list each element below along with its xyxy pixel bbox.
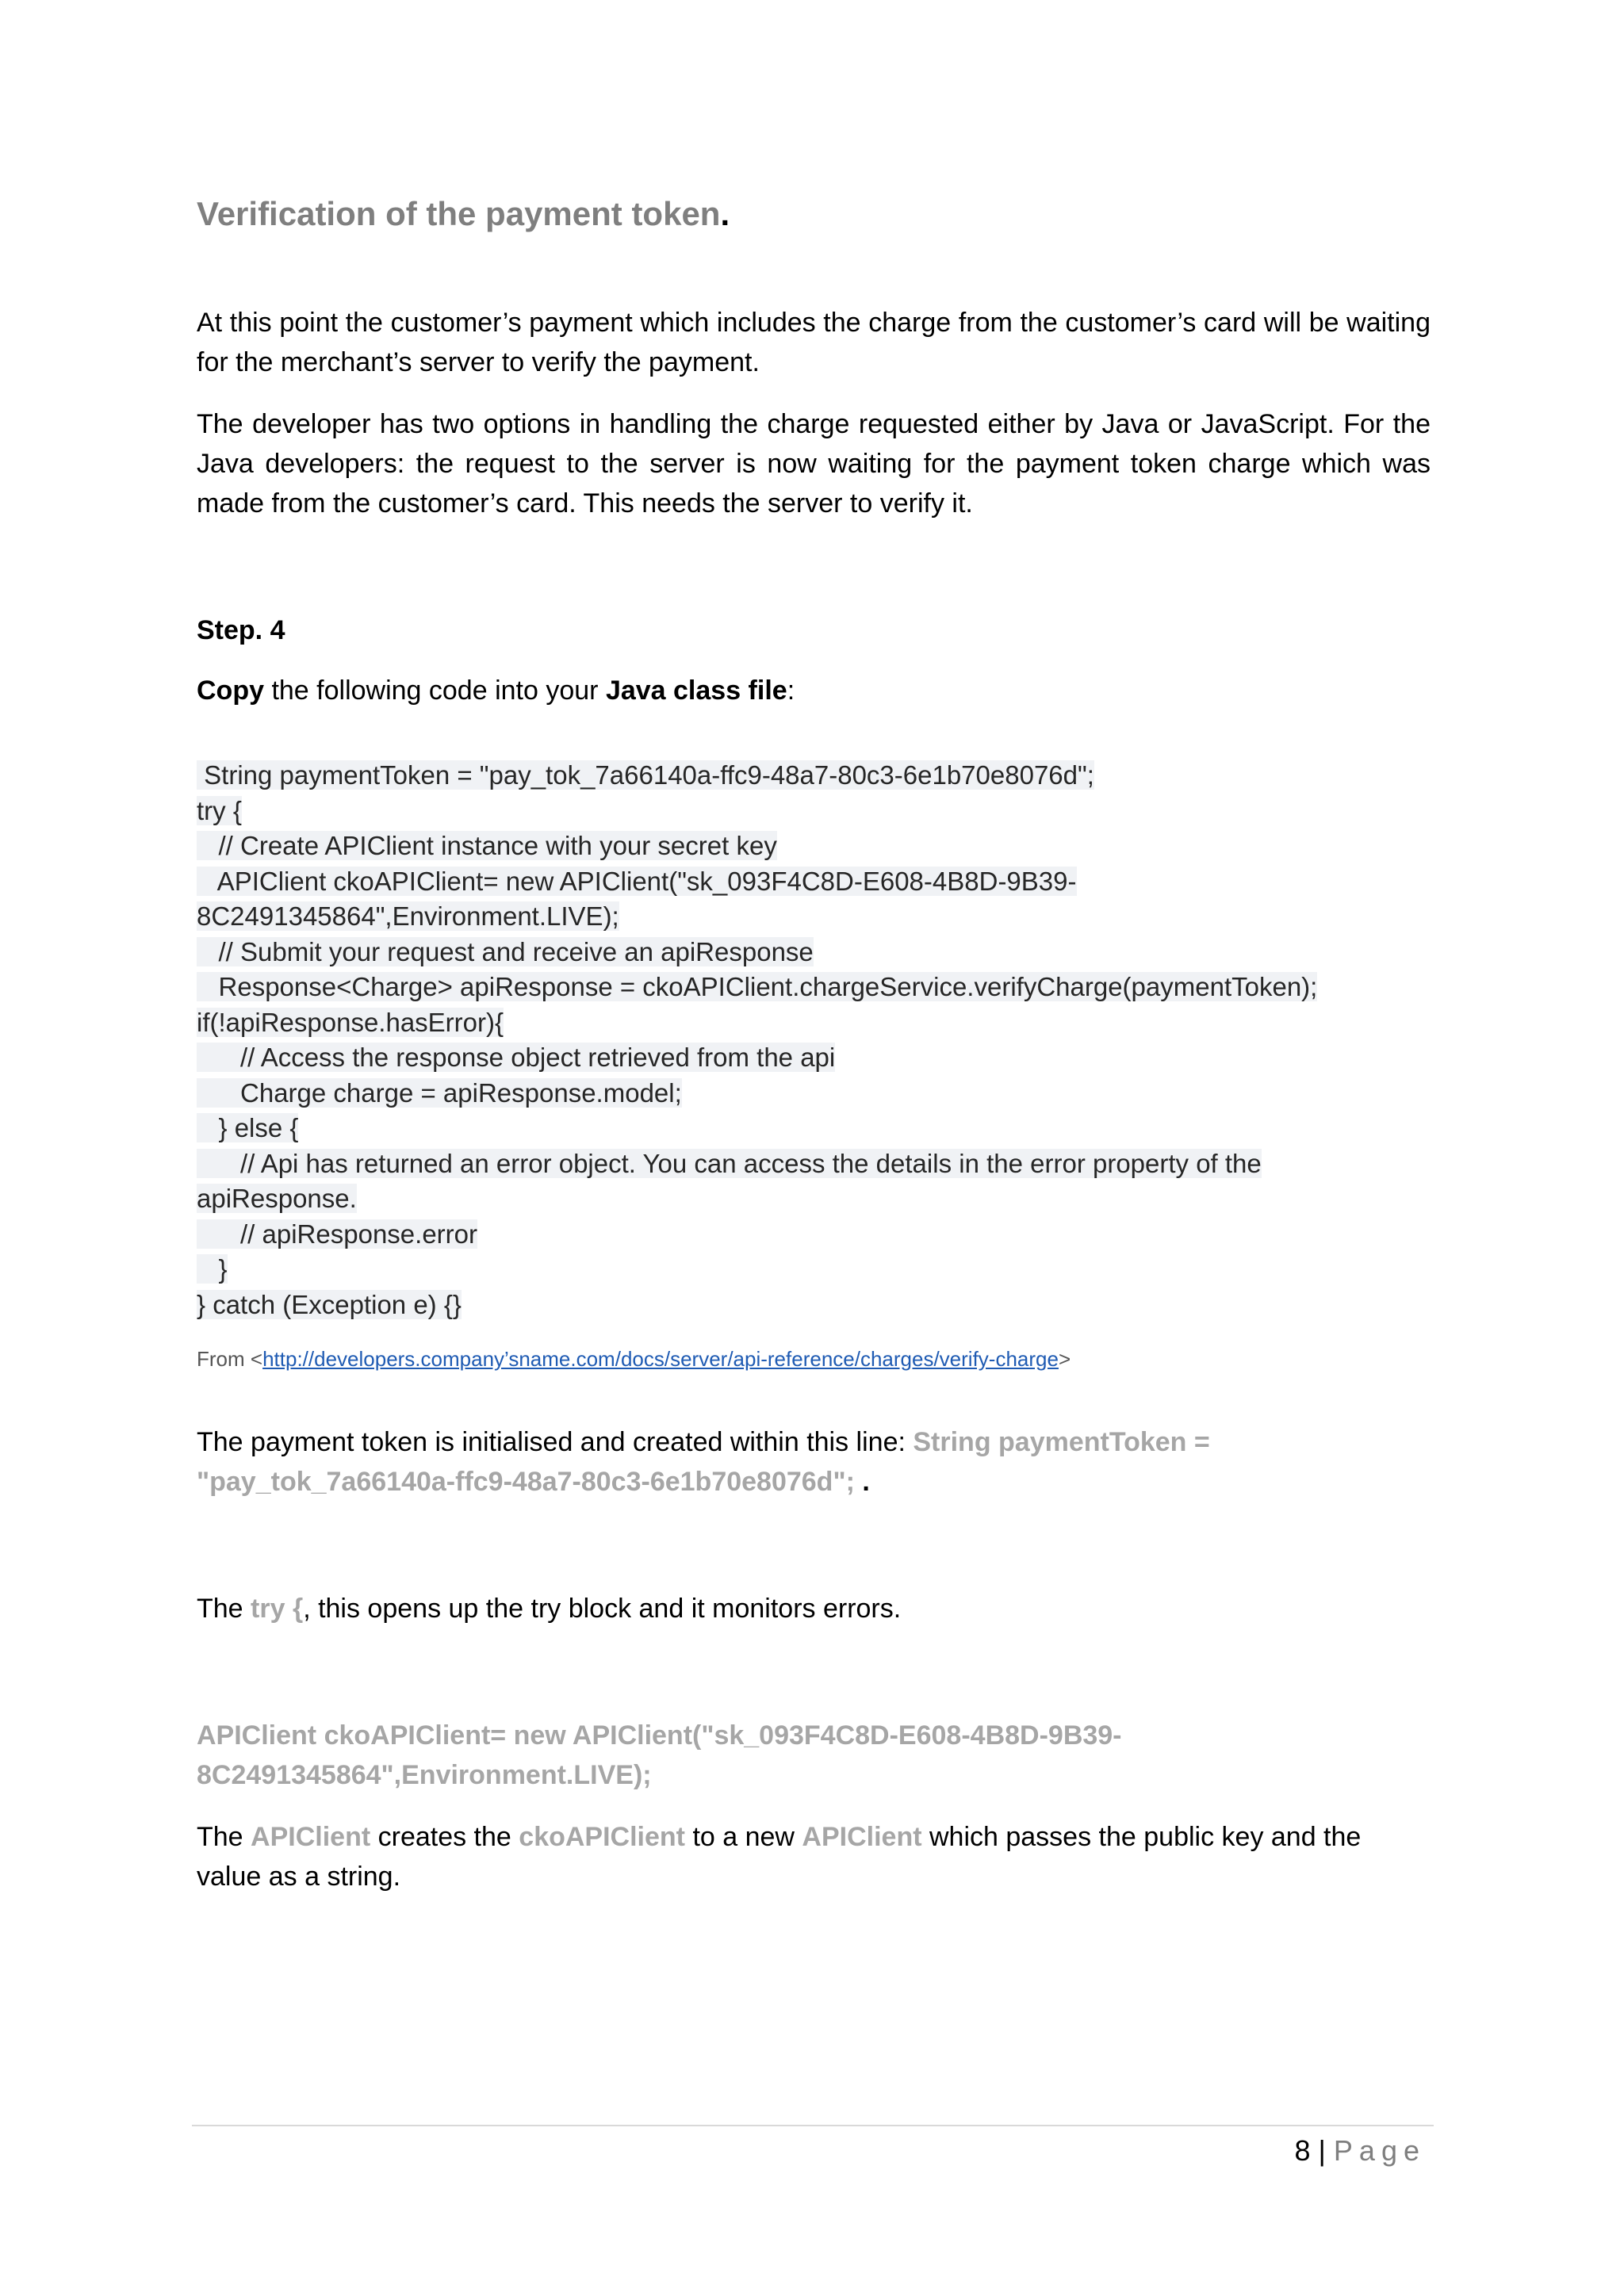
source-prefix: From < [197,1347,263,1371]
token-paragraph [197,1422,1431,1502]
code-line: Response<Charge> apiResponse = ckoAPIClient.chargeService.verifyCharge(paymentToken); [197,972,1318,1001]
intro-paragraph-1: At this point the customer’s payment which includes the charge from the customer’s card will be waiting for the merchant’s server to verify the payment. [197,308,1431,377]
api-desc-code: ckoAPIClient [519,1822,685,1852]
page-word: Page [1333,2134,1426,2167]
api-desc-text: The [197,1822,251,1852]
try-start: The [197,1594,251,1624]
token-code: String paymentToken = "pay_tok_7a66140a-ffc9-48a7-80c3-6e1b70e8076d"; [197,1427,1210,1497]
api-desc-text: which passes the public key and the value as a string. [197,1822,1362,1892]
copy-end-text: : [787,675,795,706]
token-end: . [854,1467,870,1497]
code-line: // Access the response object retrieved from the api [197,1043,836,1072]
code-block [197,758,1431,1322]
try-code: try { [251,1594,304,1624]
code-line: } else { [197,1113,299,1142]
page-number: 8 [1294,2134,1311,2167]
code-line: try { [197,795,242,825]
footer-separator: | [1318,2134,1326,2167]
api-desc-code: APIClient [251,1822,371,1852]
code-line: } catch (Exception e) {} [197,1289,462,1319]
code-line: Charge charge = apiResponse.model; [197,1077,682,1108]
copy-instruction [197,671,1431,710]
api-code-line-2: 8C2491345864",Environment.LIVE); [197,1760,652,1790]
code-line: // Create APIClient instance with your secret key [197,831,777,860]
section-heading [197,190,1431,238]
footer-divider [192,2125,1434,2126]
code-line: if(!apiResponse.hasError){ [197,1007,504,1037]
token-text: The payment token is initialised and created within this line: [197,1427,914,1457]
try-paragraph [197,1589,1431,1628]
step-label: Step. 4 [197,615,285,645]
code-line: apiResponse. [197,1184,357,1213]
code-line: 8C2491345864",Environment.LIVE); [197,901,619,931]
heading-title: Verification of the payment token [197,195,721,232]
copy-keyword: Copy [197,675,264,706]
source-suffix: > [1058,1347,1071,1371]
code-line: } [197,1254,228,1284]
api-desc-text: to a new [685,1822,802,1852]
api-desc-code: APIClient [802,1822,922,1852]
try-rest: , this opens up the try block and it monitors errors. [303,1594,902,1624]
heading-period: . [720,195,730,232]
copy-middle-text: the following code into your [264,675,606,706]
intro-paragraph-2: The developer has two options in handling the charge requested either by Java or JavaScript. For the Java developers: the request to the server is now waiting for the payment token charge which was made from the customer’s card. This needs the server to verify it. [197,409,1431,519]
page-content [197,190,1431,1896]
api-code-line-1: APIClient ckoAPIClient= new APIClient("sk_093F4C8D-E608-4B8D-9B39- [197,1720,1122,1751]
code-line: // Submit your request and receive an apiResponse [197,936,814,966]
api-client-code [197,1716,1431,1795]
code-line: // Api has returned an error object. You can access the details in the error property of the [197,1148,1262,1178]
copy-target: Java class file [605,675,787,706]
api-client-description [197,1817,1431,1896]
code-line: String paymentToken = "pay_tok_7a66140a-ffc9-48a7-80c3-6e1b70e8076d"; [197,760,1094,790]
source-link[interactable]: http://developers.company’sname.com/docs/server/api-reference/charges/verify-charge [262,1347,1059,1371]
source-citation [197,1343,1431,1375]
code-line: APIClient ckoAPIClient= new APIClient("sk_093F4C8D-E608-4B8D-9B39- [197,866,1077,896]
page-footer [1295,2131,1427,2171]
api-desc-text: creates the [370,1822,519,1852]
code-line: // apiResponse.error [197,1219,477,1249]
